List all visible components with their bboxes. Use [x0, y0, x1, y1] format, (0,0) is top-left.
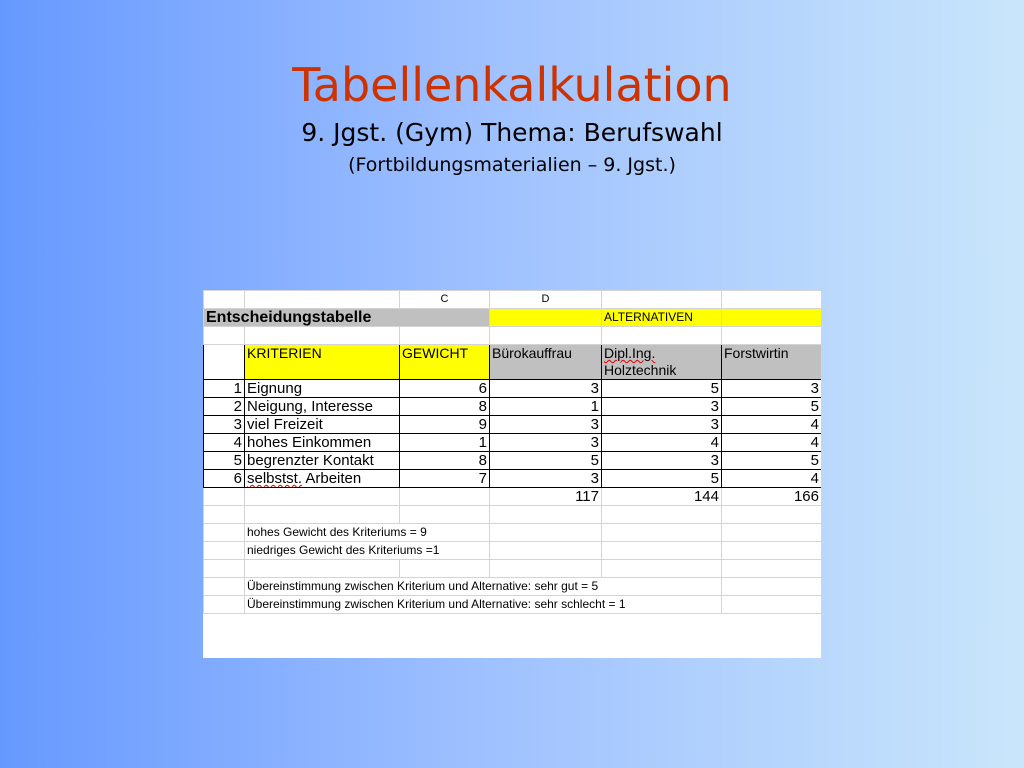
- slide-subtitle: 9. Jgst. (Gym) Thema: Berufswahl: [301, 118, 723, 147]
- score-cell: 3: [722, 380, 822, 398]
- row-number: 4: [204, 434, 245, 452]
- column-header-d: D: [490, 291, 602, 309]
- weight-cell: 8: [400, 398, 490, 416]
- note-row: [204, 542, 822, 560]
- empty-cell: [204, 345, 245, 380]
- row-number: 1: [204, 380, 245, 398]
- score-cell: 1: [490, 398, 602, 416]
- score-cell: 3: [490, 434, 602, 452]
- table-row: [204, 398, 822, 416]
- score-cell: 4: [722, 434, 822, 452]
- decision-table: [203, 290, 821, 614]
- alternatives-label: ALTERNATIVEN: [602, 309, 722, 327]
- alternative-2-header: [602, 345, 722, 380]
- weight-cell: 7: [400, 470, 490, 488]
- table-title: Entscheidungstabelle: [204, 309, 490, 327]
- row-number: 2: [204, 398, 245, 416]
- alternative-1-header: [490, 345, 602, 380]
- note-high-weight: hohes Gewicht des Kriteriums = 9: [245, 524, 490, 542]
- criterion-marked: selbstst.: [247, 470, 303, 487]
- column-header: [602, 291, 722, 309]
- note-low-weight: niedriges Gewicht des Kriteriums =1: [245, 542, 490, 560]
- criterion-cell: begrenzter Kontakt: [245, 452, 400, 470]
- weight-cell: 9: [400, 416, 490, 434]
- slide-title: Tabellenkalkulation: [292, 58, 732, 112]
- column-header-row: [204, 291, 822, 309]
- score-cell: 5: [602, 380, 722, 398]
- row-number: 5: [204, 452, 245, 470]
- totals-row: [204, 488, 822, 506]
- score-cell: 4: [722, 470, 822, 488]
- empty-row: [204, 506, 822, 524]
- empty-row: [204, 560, 822, 578]
- table-row: [204, 416, 822, 434]
- alternative-name: Forstwirtin: [724, 345, 789, 361]
- column-header: [722, 291, 822, 309]
- weight-cell: 1: [400, 434, 490, 452]
- note-match-bad: Übereinstimmung zwischen Kriterium und Alternative: sehr schlecht = 1: [245, 596, 722, 614]
- score-cell: 4: [722, 416, 822, 434]
- weight-cell: 8: [400, 452, 490, 470]
- note-row: [204, 524, 822, 542]
- score-cell: 3: [490, 380, 602, 398]
- slide-subsubtitle: (Fortbildungsmaterialien – 9. Jgst.): [348, 154, 676, 176]
- alternative-name: Bürokauffrau: [492, 345, 572, 361]
- table-title-row: [204, 309, 822, 327]
- score-cell: 3: [490, 416, 602, 434]
- spreadsheet-image: [203, 290, 821, 658]
- empty-row: [204, 327, 822, 345]
- total-cell: 144: [602, 488, 722, 506]
- table-row: [204, 380, 822, 398]
- row-number: 6: [204, 470, 245, 488]
- alternative-3-header: [722, 345, 822, 380]
- score-cell: 3: [602, 398, 722, 416]
- criterion-cell: viel Freizeit: [245, 416, 400, 434]
- score-cell: 5: [722, 398, 822, 416]
- alternative-name-marked: Dipl.Ing.: [604, 345, 656, 361]
- column-header: [245, 291, 400, 309]
- total-cell: 117: [490, 488, 602, 506]
- weight-cell: 6: [400, 380, 490, 398]
- header-row: [204, 345, 822, 380]
- column-header-c: C: [400, 291, 490, 309]
- alternative-name-line2: Holztechnik: [604, 362, 677, 378]
- criteria-header: KRITERIEN: [245, 345, 400, 380]
- score-cell: 3: [490, 470, 602, 488]
- total-cell: 166: [722, 488, 822, 506]
- row-number: 3: [204, 416, 245, 434]
- table-row: [204, 434, 822, 452]
- score-cell: 4: [602, 434, 722, 452]
- score-cell: 5: [722, 452, 822, 470]
- score-cell: 3: [602, 452, 722, 470]
- criterion-cell: Neigung, Interesse: [245, 398, 400, 416]
- yellow-cell: [490, 309, 602, 327]
- score-cell: 5: [602, 470, 722, 488]
- yellow-cell: [722, 309, 822, 327]
- weight-header: GEWICHT: [400, 345, 490, 380]
- criterion-rest: Arbeiten: [302, 470, 362, 487]
- criterion-cell: [245, 470, 400, 488]
- score-cell: 5: [490, 452, 602, 470]
- criterion-cell: Eignung: [245, 380, 400, 398]
- note-match-good: Übereinstimmung zwischen Kriterium und Alternative: sehr gut = 5: [245, 578, 722, 596]
- criterion-cell: hohes Einkommen: [245, 434, 400, 452]
- score-cell: 3: [602, 416, 722, 434]
- table-row: [204, 470, 822, 488]
- note-row: [204, 596, 822, 614]
- column-header: [204, 291, 245, 309]
- table-row: [204, 452, 822, 470]
- note-row: [204, 578, 822, 596]
